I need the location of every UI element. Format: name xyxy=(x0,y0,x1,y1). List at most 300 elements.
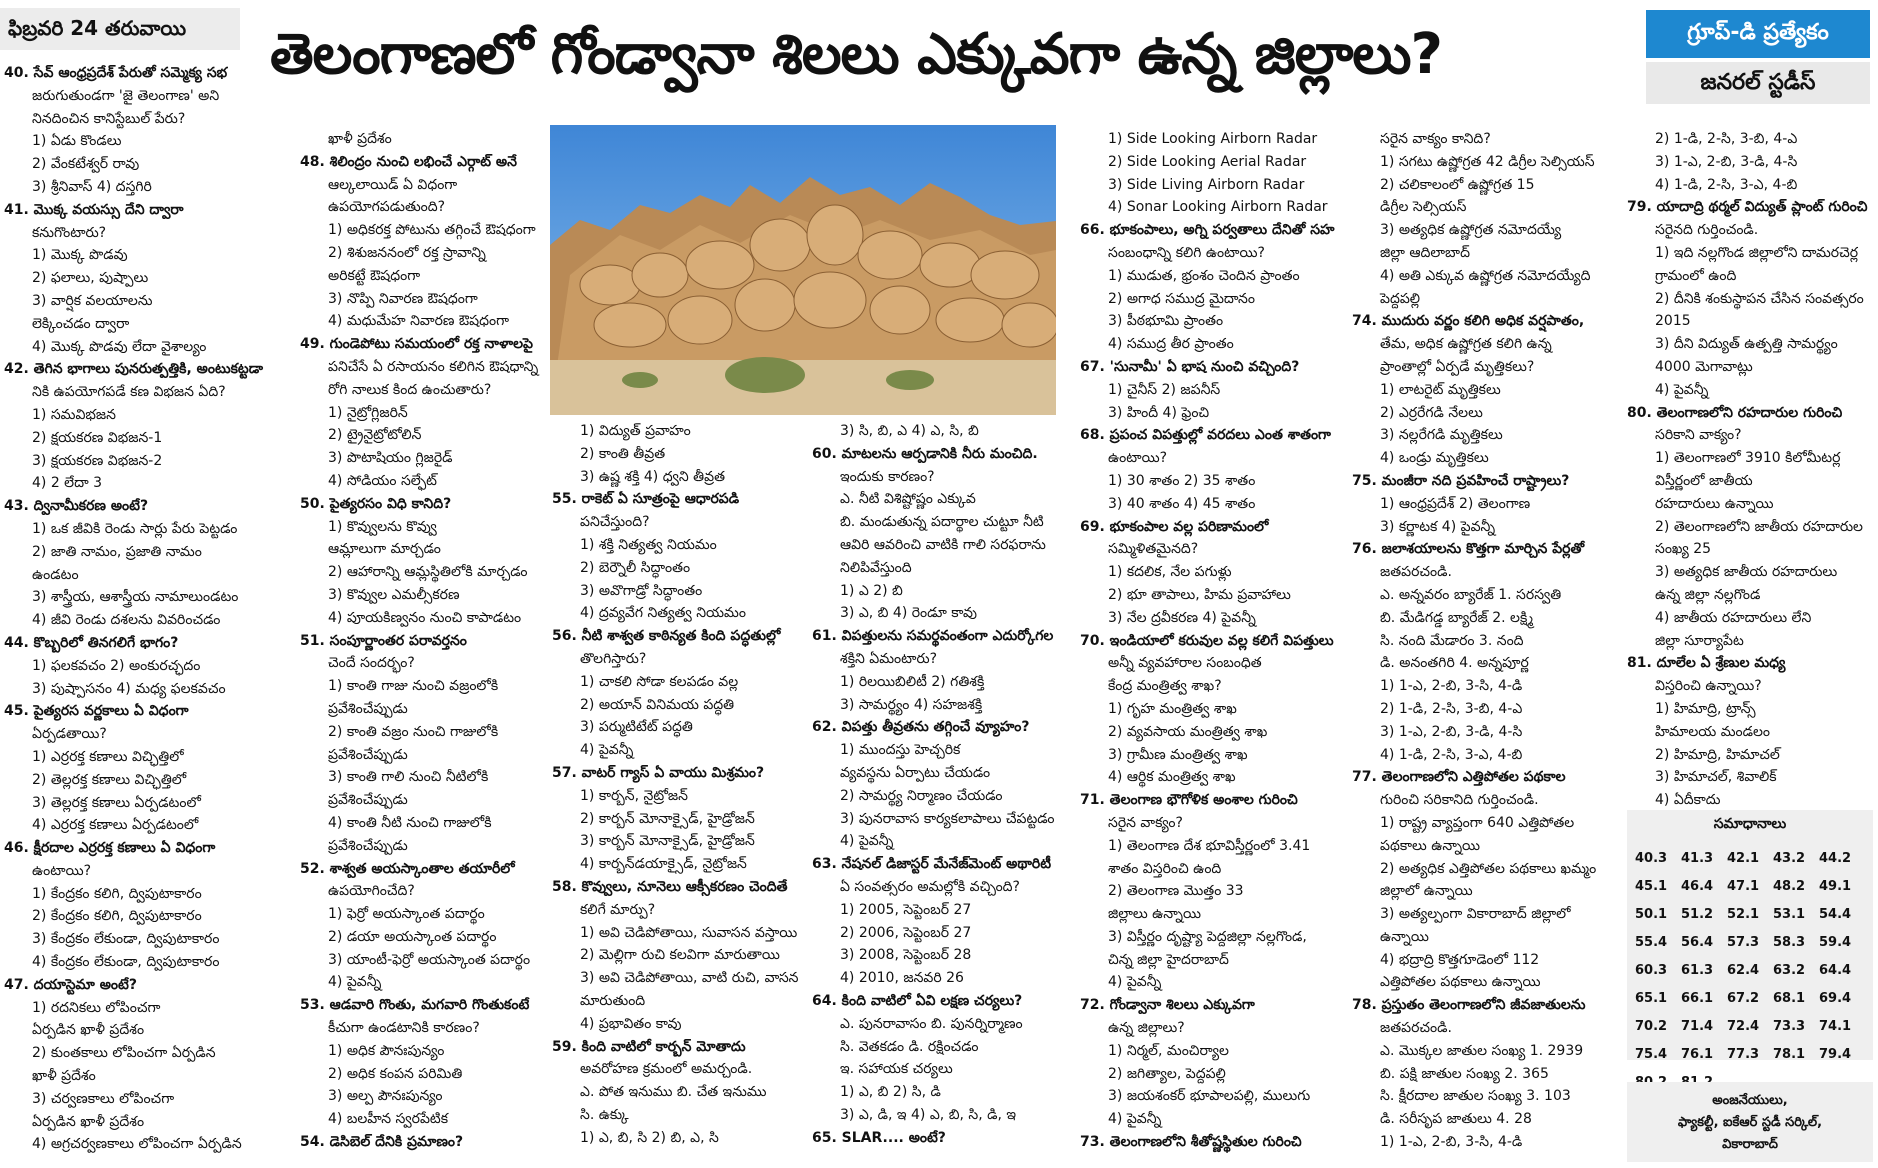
option-text: 2) వేంకటేశ్వర్ రావు xyxy=(32,156,140,173)
continuation-text: మారుతుంది xyxy=(580,992,646,1009)
question-text: 63. నేషనల్ డిజాస్టర్ మేనేజ్‌మెంట్ అథారిటీ xyxy=(812,856,1052,873)
option-text: 3) విస్తీర్ణం దృష్ట్యా పెద్దజిల్లా నల్లగొండ, xyxy=(1108,928,1307,945)
credit-line: ఫ్యాకల్టీ, ఐకేఆర్ స్టడీ సర్కిల్, xyxy=(1677,1115,1823,1130)
option-text: 1) ఆంధ్రప్రదేశ్ 2) తెలంగాణ xyxy=(1380,495,1531,512)
option-text: 3) 1-ఎ, 2-బి, 3-డి, 4-సి xyxy=(1380,723,1523,740)
option-text: 1) చాకలి సోడా కలపడం వల్ల xyxy=(580,673,739,690)
option-text: 3) నేల ద్రవీకరణ 4) పైవన్నీ xyxy=(1108,609,1256,626)
continuation-text: పెద్దపల్లి xyxy=(1380,290,1421,307)
continuation-text: తేమ, అధిక ఉష్ణోగ్రత కలిగి ఉన్న xyxy=(1380,336,1552,353)
option-text: 3) పుష్పాసనం 4) మధ్య ఫలకవచం xyxy=(32,680,226,697)
question-column-6 xyxy=(1352,128,1622,1154)
option-text: బి. మేడిగడ్డ బ్యారేజ్ 2. లక్ష్మి xyxy=(1380,609,1534,626)
answer-item: 68.1 xyxy=(1773,991,1806,1006)
option-text: డి. సరీసృప జాతులు 4. 28 xyxy=(1380,1111,1532,1128)
question-column-7 xyxy=(1627,128,1875,812)
option-text: 4) మధుమేహ నివారణ ఔషధంగా xyxy=(328,313,509,330)
option-text: డి. అనంతగిరి 4. అన్నపూర్ణ xyxy=(1380,655,1529,672)
option-text: 3) అల్ప పౌనఃపున్యం xyxy=(328,1088,443,1105)
option-text: 3) దీని విద్యుత్ ఉత్పత్తి సామర్థ్యం xyxy=(1655,336,1838,353)
option-text: 3) జయశంకర్ భూపాలపల్లి, ములుగు xyxy=(1108,1088,1311,1105)
question-text: 77. తెలంగాణలోని ఎత్తిపోతల పథకాల xyxy=(1352,769,1566,786)
question-column-4 xyxy=(812,420,1074,1150)
option-text: 4) 1-డి, 2-సి, 3-ఎ, 4-బి xyxy=(1380,746,1523,763)
option-text: 2) సామర్థ్య నిర్మాణం చేయడం xyxy=(840,787,1003,804)
option-text: 2) ఆహారాన్ని ఆమ్లస్థితిలోకి మార్చడం xyxy=(328,564,528,581)
option-text: 3) శాస్త్రీయ, ఆశాస్త్రీయ నామాలుండటం xyxy=(32,589,239,606)
option-text: 2) దీనికి శంకుస్థాపన చేసిన సంవత్సరం xyxy=(1655,290,1864,307)
option-text: 4) ఆర్థిక మంత్రిత్వ శాఖ xyxy=(1108,769,1236,786)
continuation-text: జరుగుతుండగా 'జై తెలంగాణ' అని xyxy=(32,87,220,104)
answer-item: 41.3 xyxy=(1681,851,1714,866)
option-text: 2) అత్యధిక ఎత్తిపోతల పథకాలు ఖమ్మం xyxy=(1380,860,1597,877)
option-text: 3) పర్ముటిటేట్ పద్ధతి xyxy=(580,719,693,736)
answers-panel xyxy=(1627,810,1873,1060)
question-text: 76. జలాశయాలను కొత్తగా మార్చిన పేర్లతో xyxy=(1352,541,1585,558)
question-text: 48. శిలింద్రం నుంచి లభించే ఎర్గాట్ అనే xyxy=(300,153,517,170)
option-text: 1) 1-ఎ, 2-బి, 3-సి, 4-డి xyxy=(1380,678,1523,695)
option-text: 3) హిందీ 4) ఫ్రెంచి xyxy=(1108,404,1210,421)
answer-item: 55.4 xyxy=(1635,935,1668,950)
option-text: సి. వెతకడం డి. రక్షించడం xyxy=(840,1038,979,1055)
continuation-text: ఉంటాయి? xyxy=(32,862,92,879)
option-text: 1) రిలయిబిలిటీ 2) గతిశక్తి xyxy=(840,673,985,690)
question-text: 81. దూలేల ఏ శ్రేణుల మధ్య xyxy=(1627,655,1786,672)
answer-item: 74.1 xyxy=(1819,1019,1852,1034)
question-text: 46. క్షీరదాల ఎర్రరక్త కణాలు ఏ విధంగా xyxy=(4,840,216,857)
answer-item: 54.4 xyxy=(1819,907,1852,922)
option-text: 2) అయాన్ వినిమయ పద్ధతి xyxy=(580,696,735,713)
continuation-text: 4000 మెగావాట్లు xyxy=(1655,358,1753,375)
option-text: 1) శక్తి నిత్యత్వ నియమం xyxy=(580,536,717,553)
option-text: 4) కేంద్రకం లేకుండా, ద్విపుటాకారం xyxy=(32,954,220,971)
continuation-text: కలిగే మార్పు? xyxy=(580,901,656,918)
option-text: 2) కార్బన్ మోనాక్సైడ్, హైడ్రోజన్ xyxy=(580,810,755,827)
option-text: 4) పైవన్నీ xyxy=(840,833,894,850)
option-text: 1) తెలంగాణలో 3910 కిలోమీటర్ల xyxy=(1655,450,1841,467)
continuation-text: నిలిపివేస్తుంది xyxy=(840,559,912,576)
continuation-text: అన్నీ వ్యవహారాల సంబంధిత xyxy=(1108,655,1262,672)
option-text: 4) జీవి రెండు దశలను వివరించడం xyxy=(32,612,221,629)
option-text: 4) ఎర్రరక్త కణాలు ఏర్పడటంలో xyxy=(32,817,199,834)
continuation-text: ఎత్తిపోతల పథకాలు ఉన్నాయి xyxy=(1380,974,1541,991)
option-text: 3) పీఠభూమి ప్రాంతం xyxy=(1108,313,1224,330)
option-text: 2) Side Looking Aerial Radar xyxy=(1108,153,1307,170)
continuation-text: ఏర్పడతాయి? xyxy=(32,726,107,743)
option-text: 4) 1-డి, 2-సి, 3-ఎ, 4-బి xyxy=(1655,176,1798,193)
option-text: 4) పూయకిణ్వనం నుంచి కాపాడటం xyxy=(328,609,522,626)
option-text: 3) 2008, సెప్టెంబర్ 28 xyxy=(840,947,972,964)
continuation-text: సంబంధాన్ని కలిగి ఉంటాయి? xyxy=(1108,244,1265,261)
continuation-text: రహదారులు ఉన్నాయి xyxy=(1655,495,1774,512)
option-text: 1) రదనికలు లోపించగా xyxy=(32,999,161,1016)
continuation-text: తొలగిస్తారు? xyxy=(580,650,647,667)
continuation-text: ఉన్నాయి xyxy=(1380,928,1429,945)
page-title: తెలంగాణలో గోండ్వానా శిలలు ఎక్కువగా ఉన్న జిల్లాలు? xyxy=(270,22,1442,87)
question-text: 58. కొవ్వులు, నూనెలు ఆక్సీకరణం చెందితే xyxy=(552,878,788,895)
option-text: 1) విద్యుత్ ప్రవాహం xyxy=(580,423,691,439)
question-column-5 xyxy=(1080,128,1380,1154)
option-text: 1) హిమాద్రి, ట్రాన్స్ xyxy=(1655,700,1756,717)
option-text: 1) కార్బన్, నైట్రోజన్ xyxy=(580,787,688,804)
option-text: 3) అవి చెడిపోతాయి, వాటి రుచి, వాసన xyxy=(580,970,799,987)
answer-item: 50.1 xyxy=(1635,907,1668,922)
continuation-text: విస్తీర్ణంలో జాతీయ xyxy=(1655,472,1753,489)
question-text: 67. 'సునామీ' ఏ భాష నుంచి వచ్చింది? xyxy=(1080,358,1300,375)
option-text: 1) 30 శాతం 2) 35 శాతం xyxy=(1108,472,1256,489)
continuation-text: అవరోహణ క్రమంలో అమర్చండి. xyxy=(580,1061,753,1078)
question-text: 74. ముదురు వర్ణం కలిగి అధిక వర్షపాతం, xyxy=(1352,313,1585,330)
option-text: 4) ద్రవ్యవేగ నిత్యత్వ నియమం xyxy=(580,605,746,622)
option-text: 1) నైట్రోగ్లిజరిన్ xyxy=(328,404,408,421)
option-text: 4) ఏదీకాదు xyxy=(1655,792,1721,809)
continuation-text: ఉండటం xyxy=(32,566,79,583)
option-text: 4) పైవన్నీ xyxy=(580,742,634,759)
option-text: 4) బలహీన స్వరపేటిక xyxy=(328,1111,449,1128)
option-text: 1) ఎ, బి, సి 2) బి, ఎ, సి xyxy=(580,1129,719,1146)
answer-item: 44.2 xyxy=(1819,851,1852,866)
continuation-text: పనిచేసే ఏ రసాయనం కలిగిన ఔషధాన్ని xyxy=(328,358,539,375)
answer-item: 77.3 xyxy=(1727,1047,1760,1062)
answer-item: 59.4 xyxy=(1819,935,1852,950)
question-text: 72. గోండ్వానా శిలలు ఎక్కువగా xyxy=(1080,997,1255,1014)
option-text: ఎ. నీటి విశిష్టోష్ణం ఎక్కువ xyxy=(840,491,976,508)
option-text: 3) కర్ణాటక 4) పైవన్నీ xyxy=(1380,518,1496,535)
option-text: 4) పైవన్నీ xyxy=(328,974,382,991)
option-text: 3) సి, బి, ఎ 4) ఎ, సి, బి xyxy=(840,423,979,439)
continuation-text: సమ్మిళితమైనది? xyxy=(1108,541,1199,558)
option-text: 1) సమవిభజన xyxy=(32,406,116,423)
option-text: 1) Side Looking Airborn Radar xyxy=(1108,131,1318,147)
option-text: 1) ఏడు కొండలు xyxy=(32,133,122,150)
option-text: 1) కేంద్రకం కలిగి, ద్విపుటాకారం xyxy=(32,885,202,902)
question-text: 45. పైత్యరస వర్ణకాలు ఏ విధంగా xyxy=(4,703,189,720)
option-text: 1) తెలంగాణ దేశ భూవిస్తీర్ణంలో 3.41 xyxy=(1108,837,1311,854)
question-text: 41. మొక్క వయస్సు దేని ద్వారా xyxy=(4,201,184,218)
question-text: 62. విపత్తు తీవ్రతను తగ్గించే వ్యూహం? xyxy=(812,719,1030,736)
continuation-text: ప్రవేశించేప్పుడు xyxy=(328,837,408,854)
answer-item: 64.4 xyxy=(1819,963,1852,978)
option-text: 1) గృహ మంత్రిత్వ శాఖ xyxy=(1108,700,1237,717)
continuation-text: 2015 xyxy=(1655,313,1691,330)
option-text: 4) కార్బన్‌డయాక్సైడ్, నైట్రోజన్ xyxy=(580,856,747,873)
continuation-text: సరైన వాక్యం? xyxy=(1108,814,1183,831)
question-text: 73. తెలంగాణలోని శీతోష్ణస్థితుల గురించి xyxy=(1080,1134,1302,1151)
option-text: 2) 1-డి, 2-సి, 3-బి, 4-ఎ xyxy=(1655,131,1798,147)
credit-line: అంజనేయులు, xyxy=(1712,1093,1788,1108)
option-text: 2) బెర్నౌలీ సిద్ధాంతం xyxy=(580,559,691,576)
option-text: 2) వ్యవసాయ మంత్రిత్వ శాఖ xyxy=(1108,723,1268,740)
option-text: 1) ఎ, బి 2) సి, డి xyxy=(840,1084,941,1101)
question-text: 64. కింది వాటిలో ఏవి లక్షణ చర్యలు? xyxy=(812,992,1023,1009)
continuation-text: హిమాలయ మండలం xyxy=(1655,723,1771,740)
answer-item: 75.4 xyxy=(1635,1047,1668,1062)
question-text: 51. సంపూర్ణాంతర పరావర్తనం xyxy=(300,632,467,649)
continuation-text: కనుగొంటారు? xyxy=(32,224,107,241)
continuation-text: గురించి సరికానిది గుర్తించండి. xyxy=(1380,792,1539,809)
option-text: 2) అధిక కంపన పరిమితి xyxy=(328,1065,463,1082)
option-text: సి. నంది మేడారం 3. నంది xyxy=(1380,632,1524,649)
continuation-text: సంఖ్య 25 xyxy=(1655,541,1712,558)
option-text: 3) అత్యధిక ఉష్ణోగ్రత నమోదయ్యే xyxy=(1380,222,1562,239)
answer-item: 45.1 xyxy=(1635,879,1668,894)
question-text: 70. ఇండియాలో కరువుల వల్ల కలిగే విపత్తులు xyxy=(1080,632,1334,649)
option-text: 3) యాంటీ-ఫెర్రో అయస్కాంత పదార్థం xyxy=(328,951,531,968)
option-text: 3) శ్రీనివాస్ 4) దస్తగిరి xyxy=(32,178,152,195)
question-text: 68. ప్రపంచ విపత్తుల్లో వరదలు ఎంత శాతంగా xyxy=(1080,427,1331,444)
continuation-text: ప్రాంతాల్లో ఏర్పడే మృత్తికలు? xyxy=(1380,358,1535,375)
continuation-text: ఉన్న జిల్లా నల్లగొండ xyxy=(1655,586,1761,603)
option-text: 3) పునరావాస కార్యకలాపాలు చేపట్టడం xyxy=(840,810,1055,827)
option-text: 4) అతి ఎక్కువ ఉష్ణోగ్రత నమోదయ్యేది xyxy=(1380,267,1591,284)
question-text: 61. విపత్తులను సమర్థవంతంగా ఎదుర్కోగల xyxy=(812,628,1054,645)
option-text: 2) డయా అయస్కాంత పదార్థం xyxy=(328,928,497,945)
answer-item: 79.4 xyxy=(1819,1047,1852,1062)
option-text: 1) చైనీస్ 2) జపనీస్ xyxy=(1108,381,1221,398)
option-text: 1) కదలిక, నేల పగుళ్లు xyxy=(1108,564,1232,581)
question-text: 43. ద్వినామీకరణ అంటే? xyxy=(4,498,149,515)
continuation-text: జిల్లా ఆదిలాబాద్ xyxy=(1380,244,1470,261)
option-text: 1) 2005, సెప్టెంబర్ 27 xyxy=(840,901,972,918)
option-text: 1) అధికరక్త పోటును తగ్గించే ఔషధంగా xyxy=(328,222,536,239)
question-text: 55. రాకెట్ ఏ సూత్రంపై ఆధారపడి xyxy=(552,491,740,508)
option-text: 3) అవొగాడ్రో సిద్ధాంతం xyxy=(580,582,703,599)
answer-item: 58.3 xyxy=(1773,935,1806,950)
question-text: 66. భూకంపాలు, అగ్ని పర్వతాలు దేనితో సహ xyxy=(1080,222,1335,239)
option-text: 3) ఎ, డి, ఇ 4) ఎ, బి, సి, డి, ఇ xyxy=(840,1106,1017,1123)
option-text: 3) కేంద్రకం లేకుండా, ద్విపుటాకారం xyxy=(32,931,220,948)
option-text: 2) కాంతి వజ్రం నుంచి గాజులోకి xyxy=(328,723,499,740)
option-text: సి. క్షీరదాల జాతుల సంఖ్య 3. 103 xyxy=(1380,1088,1571,1105)
option-text: 1) ముడుత, భ్రంశం చెందిన ప్రాంతం xyxy=(1108,267,1300,284)
subject-badge: జనరల్ స్టడీస్ xyxy=(1646,62,1870,104)
question-text: 49. గుండెపోటు సమయంలో రక్త నాళాలపై xyxy=(300,336,533,353)
option-text: 1) కాంతి గాజు నుంచి వజ్రంలోకి xyxy=(328,678,499,695)
option-text: 3) Side Living Airborn Radar xyxy=(1108,176,1305,193)
question-text: 54. డెసిబెల్ దేనికి ప్రమాణం? xyxy=(300,1134,464,1151)
option-text: 4) సోడియం సల్ఫేట్ xyxy=(328,472,437,489)
continuation-text: ఏర్పడిన ఖాళీ ప్రదేశం xyxy=(32,1113,145,1130)
rock-landscape-photo xyxy=(550,125,1056,415)
answer-item: 70.2 xyxy=(1635,1019,1668,1034)
option-text: 1) అధిక పౌనఃపున్యం xyxy=(328,1042,445,1059)
option-text: 2) మెల్లిగా రుచి కలవిగా మారుతాయి xyxy=(580,947,780,964)
option-text: 3) కొవ్వుల ఎమల్సీకరణ xyxy=(328,586,460,603)
answer-item: 49.1 xyxy=(1819,879,1852,894)
question-text: 79. యాదాద్రి థర్మల్ విద్యుత్ ప్లాంట్ గురించి xyxy=(1627,199,1868,216)
option-text: 3) ఉష్ణ శక్తి 4) ధ్వని తీవ్రత xyxy=(580,468,725,485)
option-text: 2) క్షయకరణ విభజన-1 xyxy=(32,429,163,446)
option-text: 2) కాంతి తీవ్రత xyxy=(580,445,666,462)
answer-item: 76.1 xyxy=(1681,1047,1714,1062)
option-text: 4) పైవన్నీ xyxy=(1108,974,1162,991)
continuation-text: సరైనది గుర్తించండి. xyxy=(1655,222,1759,239)
option-text: 3) 1-ఎ, 2-బి, 3-డి, 4-సి xyxy=(1655,153,1798,170)
question-column-3 xyxy=(552,420,826,1150)
continuation-text: ఇందుకు కారణం? xyxy=(840,468,935,485)
continuation-text: శక్తిని ఏమంటారు? xyxy=(840,650,938,667)
option-text: 3) నల్లరేగడి మృత్తికలు xyxy=(1380,427,1503,444)
continuation-text: ప్రవేశించేప్పుడు xyxy=(328,792,408,809)
continuation-text: ఆవిరి ఆవరించి వాటికి గాలి సరఫరాను xyxy=(840,536,1046,553)
option-text: 1) లాటరైట్ మృత్తికలు xyxy=(1380,381,1501,398)
answer-item: 46.4 xyxy=(1681,879,1714,894)
continuation-text: చెందే సందర్భం? xyxy=(328,655,415,672)
option-text: ఎ. పోత ఇనుము బి. చేత ఇనుము xyxy=(580,1084,767,1101)
answer-item: 56.4 xyxy=(1681,935,1714,950)
option-text: 3) కాంతి గాలి నుంచి నీటిలోకి xyxy=(328,769,489,786)
option-text: బి. పక్షి జాతుల సంఖ్య 2. 365 xyxy=(1380,1065,1549,1082)
option-text: 4) సముద్ర తీర ప్రాంతం xyxy=(1108,336,1234,353)
answer-item: 73.3 xyxy=(1773,1019,1806,1034)
option-text: 2) జాతి నామం, ప్రజాతి నామం xyxy=(32,543,202,560)
credit-line: వికారాబాద్ xyxy=(1722,1137,1778,1152)
option-text: 2) తెల్లరక్త కణాలు విచ్ఛిత్తిలో xyxy=(32,771,187,788)
answer-item: 57.3 xyxy=(1727,935,1760,950)
continuation-text: ఖాళీ ప్రదేశం xyxy=(328,131,392,147)
option-text: 4) పైవన్నీ xyxy=(1655,381,1709,398)
continuation-text: జిల్లాలు ఉన్నాయి xyxy=(1108,906,1201,923)
question-text: 60. మాటలను ఆర్పడానికి నీరు మంచిది. xyxy=(812,445,1038,462)
option-text: 2) కుంతకాలు లోపించగా ఏర్పడిన xyxy=(32,1045,216,1062)
option-text: 2) 1-డి, 2-సి, 3-బి, 4-ఎ xyxy=(1380,700,1523,717)
question-text: 57. వాటర్ గ్యాస్ ఏ వాయు మిశ్రమం? xyxy=(552,764,765,781)
question-text: 75. మంజీరా నది ప్రవహించే రాష్ట్రాలు? xyxy=(1352,472,1570,489)
continuation-text: ఉంటాయి? xyxy=(1108,450,1168,467)
question-column-2 xyxy=(300,128,550,1154)
answer-item: 42.1 xyxy=(1727,851,1760,866)
option-text: 2) ఫలాలు, పుష్పాలు xyxy=(32,270,149,287)
continuation-text: ఉపయోగపడుతుంది? xyxy=(328,199,446,216)
option-text: 3) క్షయకరణ విభజన-2 xyxy=(32,452,163,469)
continuation-text: ప్రవేశించేప్పుడు xyxy=(328,746,408,763)
option-text: 4) పైవన్నీ xyxy=(1108,1111,1162,1128)
answer-item: 60.3 xyxy=(1635,963,1668,978)
answer-item: 47.1 xyxy=(1727,879,1760,894)
question-text: 69. భూకంపాల వల్ల పరిణామంలో xyxy=(1080,518,1269,535)
continuation-text: రోగి నాలుక కింద ఉంచుతారు? xyxy=(328,381,492,398)
answer-item: 63.2 xyxy=(1773,963,1806,978)
author-credit xyxy=(1627,1082,1873,1162)
continuation-text: గ్రామంలో ఉంది xyxy=(1655,267,1737,284)
option-text: ఇ. సహాయక చర్యలు xyxy=(840,1061,953,1078)
continuation-text: విస్తరించి ఉన్నాయి? xyxy=(1655,678,1762,695)
answers-grid xyxy=(1627,845,1873,1097)
option-text: 2) జగిత్యాల, పెద్దపల్లి xyxy=(1108,1065,1226,1082)
option-text: 1) కొవ్వులను కొవ్వు xyxy=(328,518,437,535)
question-text: 80. తెలంగాణలోని రహదారుల గురించి xyxy=(1627,404,1843,421)
option-text: 1) ఇది నల్లగొండ జిల్లాలోని దామరచెర్ల xyxy=(1655,244,1859,261)
option-text: 2) అగాధ సముద్ర మైదానం xyxy=(1108,290,1255,307)
answer-item: 52.1 xyxy=(1727,907,1760,922)
option-text: 4) Sonar Looking Airborn Radar xyxy=(1108,199,1328,216)
continuation-text: చిన్న జిల్లా హైదరాబాద్ xyxy=(1108,951,1229,968)
option-text: 2) ఎర్రరేగడి నేలలు xyxy=(1380,404,1483,421)
option-text: 2) 2006, సెప్టెంబర్ 27 xyxy=(840,924,972,941)
continuation-text: జతపరచండి. xyxy=(1380,1020,1452,1037)
answer-item: 62.4 xyxy=(1727,963,1760,978)
option-text: 3) చర్వణకాలు లోపించగా xyxy=(32,1090,175,1107)
option-text: 3) ఎ, బి 4) రెండూ కావు xyxy=(840,605,977,622)
option-text: 3) నొప్పి నివారణ ఔషధంగా xyxy=(328,290,478,307)
option-text: 2) శిశుజననంలో రక్త స్రావాన్ని xyxy=(328,244,486,261)
answer-item: 72.4 xyxy=(1727,1019,1760,1034)
option-text: 2) కేంద్రకం కలిగి, ద్విపుటాకారం xyxy=(32,908,202,925)
continuation-text: జిల్లాలో ఉన్నాయి xyxy=(1380,883,1473,900)
question-text: 44. కొబ్బరిలో తినగలిగే భాగం? xyxy=(4,634,179,651)
continuation-text: లెక్కించడం ద్వారా xyxy=(32,315,130,332)
continuation-text: ఉన్న జిల్లాలు? xyxy=(1108,1020,1185,1037)
option-text: 1) 1-ఎ, 2-బి, 3-సి, 4-డి xyxy=(1380,1134,1523,1151)
question-text: 71. తెలంగాణ భౌగోళిక అంశాల గురించి xyxy=(1080,792,1298,809)
option-text: 4) అగ్రచర్వణకాలు లోపించగా ఏర్పడిన xyxy=(32,1136,242,1153)
answer-item: 78.1 xyxy=(1773,1047,1806,1062)
option-text: 2) తెలంగాణ మొత్తం 33 xyxy=(1108,883,1244,900)
continuation-text: సరైన వాక్యం కానిది? xyxy=(1380,131,1491,147)
answer-item: 67.2 xyxy=(1727,991,1760,1006)
option-text: 2) భూ తాపాలు, హిమ ప్రవాహాలు xyxy=(1108,586,1291,603)
question-column-1 xyxy=(4,62,280,1156)
option-text: 3) అత్యధిక జాతీయ రహదారులు xyxy=(1655,564,1838,581)
answer-item: 65.1 xyxy=(1635,991,1668,1006)
answer-item: 48.2 xyxy=(1773,879,1806,894)
option-text: 1) నిర్మల్, మంచిర్యాల xyxy=(1108,1042,1229,1059)
answer-item: 71.4 xyxy=(1681,1019,1714,1034)
continuation-text: ప్రవేశించేప్పుడు xyxy=(328,700,408,717)
option-text: 1) సగటు ఉష్ణోగ్రత 42 డిగ్రీల సెల్సియస్ xyxy=(1380,153,1595,170)
continuation-text: జిల్లా సూర్యాపేట xyxy=(1655,632,1744,649)
answers-heading: సమాధానాలు xyxy=(1713,816,1787,832)
option-text: 3) వార్షిక వలయాలను xyxy=(32,292,153,309)
option-text: 3) పొటాషియం గ్లిజరైడ్ xyxy=(328,450,453,467)
answer-item: 40.3 xyxy=(1635,851,1668,866)
question-text: 53. ఆడవారి గొంతు, మగవారి గొంతుకంటే xyxy=(300,997,530,1014)
question-text: 78. ప్రస్తుతం తెలంగాణలోని జీవజాతులను xyxy=(1352,997,1586,1014)
option-text: 1) అవి చెడిపోతాయి, సువాసన వస్తాయి xyxy=(580,924,798,941)
question-text: 47. దయాస్టెమా అంటే? xyxy=(4,976,137,993)
question-text: 59. కింది వాటిలో కార్బన్ మోతాదు xyxy=(552,1038,746,1055)
option-text: 3) హిమాచల్, శివాలిక్ xyxy=(1655,769,1777,786)
option-text: 1) ఫలకవచం 2) అంకురచ్ఛదం xyxy=(32,657,201,674)
question-text: 52. శాశ్వత అయస్కాంతాల తయారీలో xyxy=(300,860,515,877)
option-text: 3) అత్యల్పంగా వికారాబాద్ జిల్లాలో xyxy=(1380,906,1571,923)
continuation-text: పథకాలు ఉన్నాయి xyxy=(1380,837,1481,854)
continuation-text: ఏ సంవత్సరం అమల్లోకి వచ్చింది? xyxy=(840,878,1020,895)
answer-item: 69.4 xyxy=(1819,991,1852,1006)
continuation-text: కేంద్ర మంత్రిత్వ శాఖ? xyxy=(1108,678,1222,695)
option-text: 1) మొక్క పొడవు xyxy=(32,247,128,264)
continuation-text: సరికాని వాక్యం? xyxy=(1655,427,1742,444)
option-text: ఎ. అన్నవరం బ్యారేజ్ 1. సరస్వతి xyxy=(1380,586,1562,603)
option-text: 3) గ్రామీణ మంత్రిత్వ శాఖ xyxy=(1108,746,1248,763)
question-text: 50. పైత్యరసం విధి కానిది? xyxy=(300,495,452,512)
question-text: 42. తెగిన భాగాలు పునరుత్పత్తికి, అంటుకట్టడా xyxy=(4,361,263,378)
continuation-text: పనిచేస్తుంది? xyxy=(580,514,650,531)
option-text: 4) కాంతి నీటి నుంచి గాజులోకి xyxy=(328,814,492,831)
option-text: 4) మొక్క పొడవు లేదా వైశాల్యం xyxy=(32,338,207,355)
option-text: 2) చలికాలంలో ఉష్ణోగ్రత 15 xyxy=(1380,176,1535,193)
option-text: 2) ట్రైనైట్రోటోలిన్ xyxy=(328,427,422,444)
option-text: 1) ఫెర్రో అయస్కాంత పదార్థం xyxy=(328,906,485,923)
option-text: 3) సామర్థ్యం 4) సహజశక్తి xyxy=(840,696,983,713)
option-text: 1) ముందస్తు హెచ్చరిక xyxy=(840,742,961,759)
continuation-text: కీచుగా ఉండటానికి కారణం? xyxy=(328,1020,480,1037)
option-text: 4) 2 లేదా 3 xyxy=(32,475,103,492)
continuation-text: డిగ్రీల సెల్సియస్ xyxy=(1380,199,1467,216)
option-text: ఎ. మొక్కల జాతుల సంఖ్య 1. 2939 xyxy=(1380,1042,1584,1059)
date-label: ఫిబ్రవరి 24 తరువాయి xyxy=(0,8,240,50)
option-text: 2) హిమాద్రి, హిమాచల్ xyxy=(1655,746,1780,763)
